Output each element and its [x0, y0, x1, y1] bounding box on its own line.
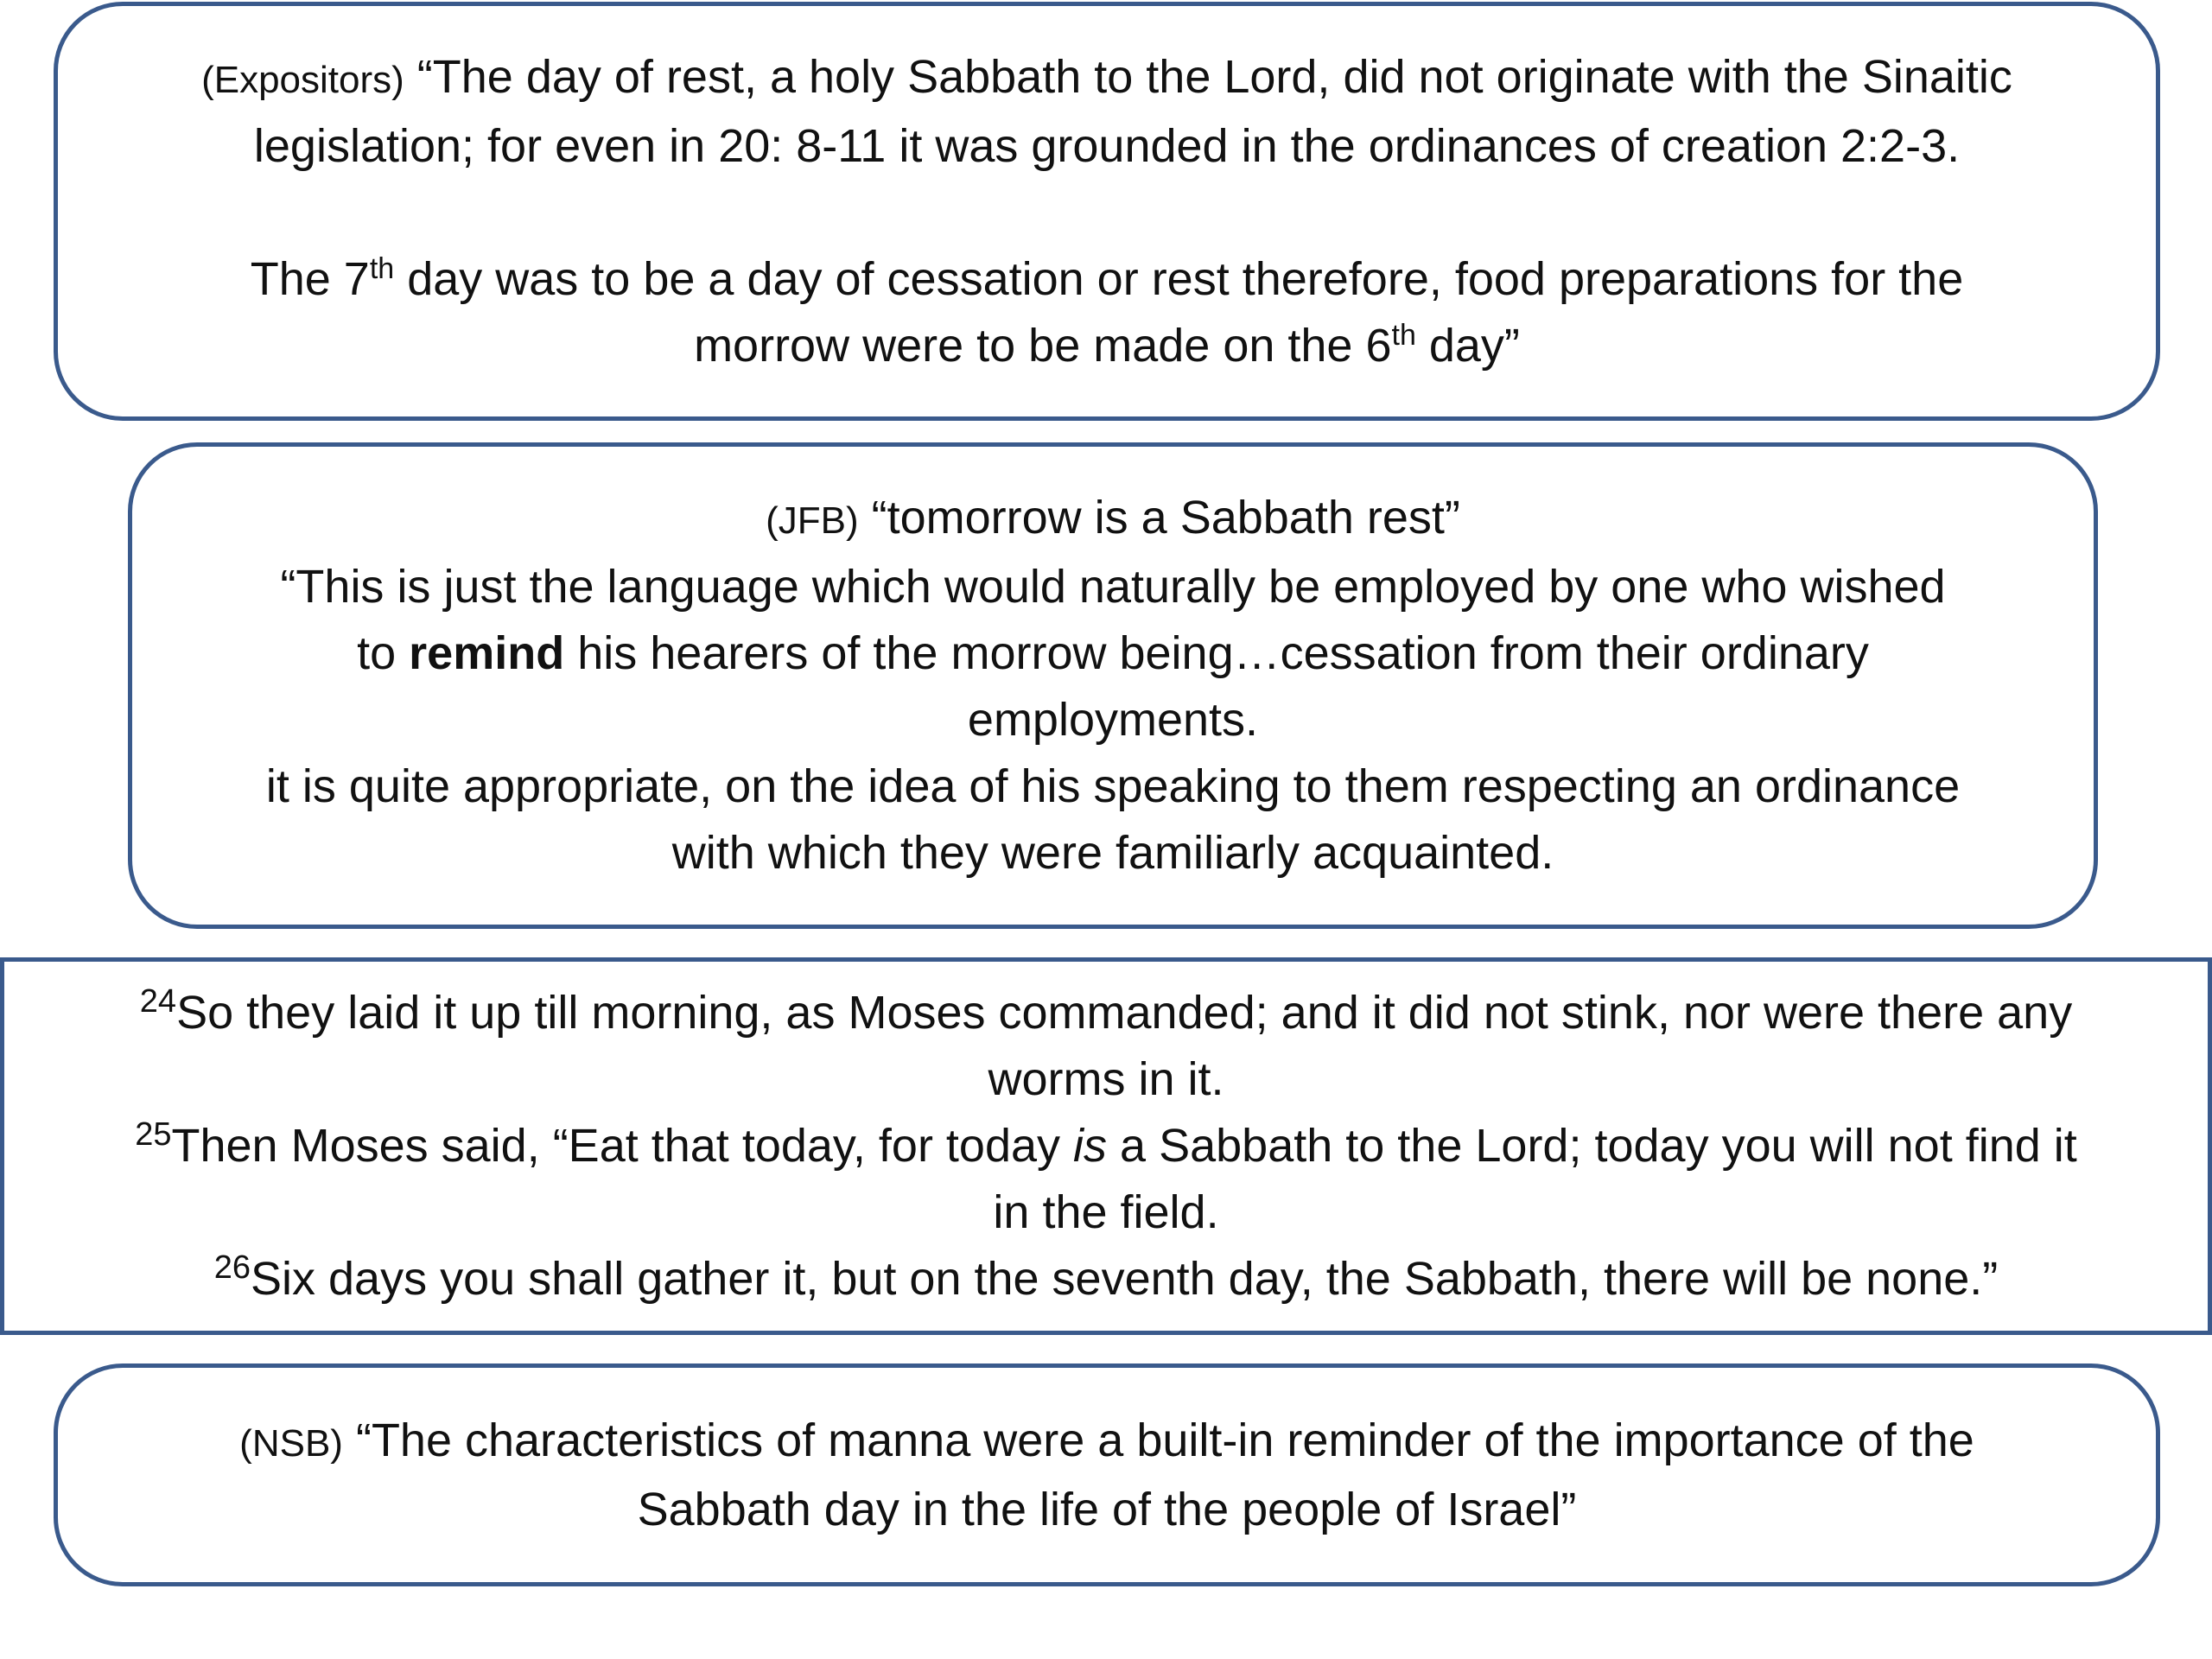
jfb-line-4: it is quite appropriate, on the idea of his speaking to them respecting an ordinance [265, 760, 1961, 812]
nsb-line-2: Sabbath day in the life of the people of Israel” [637, 1483, 1577, 1535]
nsb-line-1: (NSB) “The characteristics of manna were a built-in reminder of the importance of the [239, 1414, 1974, 1466]
jfb-heading: (JFB) “tomorrow is a Sabbath rest” [766, 492, 1460, 543]
jfb-quote-box [128, 442, 2098, 929]
jfb-line-1: “This is just the language which would naturally be employed by one who wished [280, 561, 1946, 613]
verse-24-line-2: worms in it. [988, 1053, 1224, 1105]
italic-is: is [1073, 1120, 1108, 1172]
nsb-quote-box [54, 1363, 2160, 1586]
jfb-line-5: with which they were familiarly acquainted. [671, 827, 1554, 879]
verse-number: 26 [213, 1249, 251, 1286]
verse-26-line-1: $^{26}$Six days you shall gather it, but on the seventh day, the Sabbath, there will be none.” [213, 1249, 1999, 1305]
ordinal-suffix: th [1391, 318, 1416, 352]
source-label-nsb: (NSB) [239, 1421, 343, 1465]
source-label-jfb: (JFB) [766, 499, 859, 542]
jfb-line-2: to remind his hearers of the morrow being…cessation from their ordinary [357, 627, 1869, 679]
verse-number: 25 [135, 1116, 172, 1153]
expositors-line-2: legislation; for even in 20: 8-11 it was grounded in the ordinances of creation 2:2-3. [253, 119, 1961, 172]
expositors-quote-box [54, 2, 2160, 421]
verse-24-line-1: $^{24}$So they laid it up till morning, as Moses commanded; and it did not stink, nor were there any [139, 983, 2073, 1039]
expositors-line-1: (Expositors) “The day of rest, a holy Sabbath to the Lord, did not originate with the Sinaitic [201, 50, 2012, 103]
jfb-line-3: employments. [967, 694, 1259, 746]
verse-number: 24 [139, 983, 177, 1020]
expositors-line-4: morrow were to be made on the 6th day” [694, 318, 1520, 372]
verse-25-line-2: in the field. [993, 1186, 1219, 1238]
emphasis-remind: remind [409, 627, 565, 679]
expositors-line-3: The 7th day was to be a day of cessation or rest therefore, food preparations for the [250, 251, 1964, 305]
source-label-expositors: (Expositors) [201, 58, 404, 101]
ordinal-suffix: th [369, 251, 395, 285]
scripture-verses-box [0, 957, 2212, 1335]
verse-25-line-1: $^{25}$Then Moses said, “Eat that today, for today is a Sabbath to the Lord; today you will not find it [135, 1116, 2077, 1172]
